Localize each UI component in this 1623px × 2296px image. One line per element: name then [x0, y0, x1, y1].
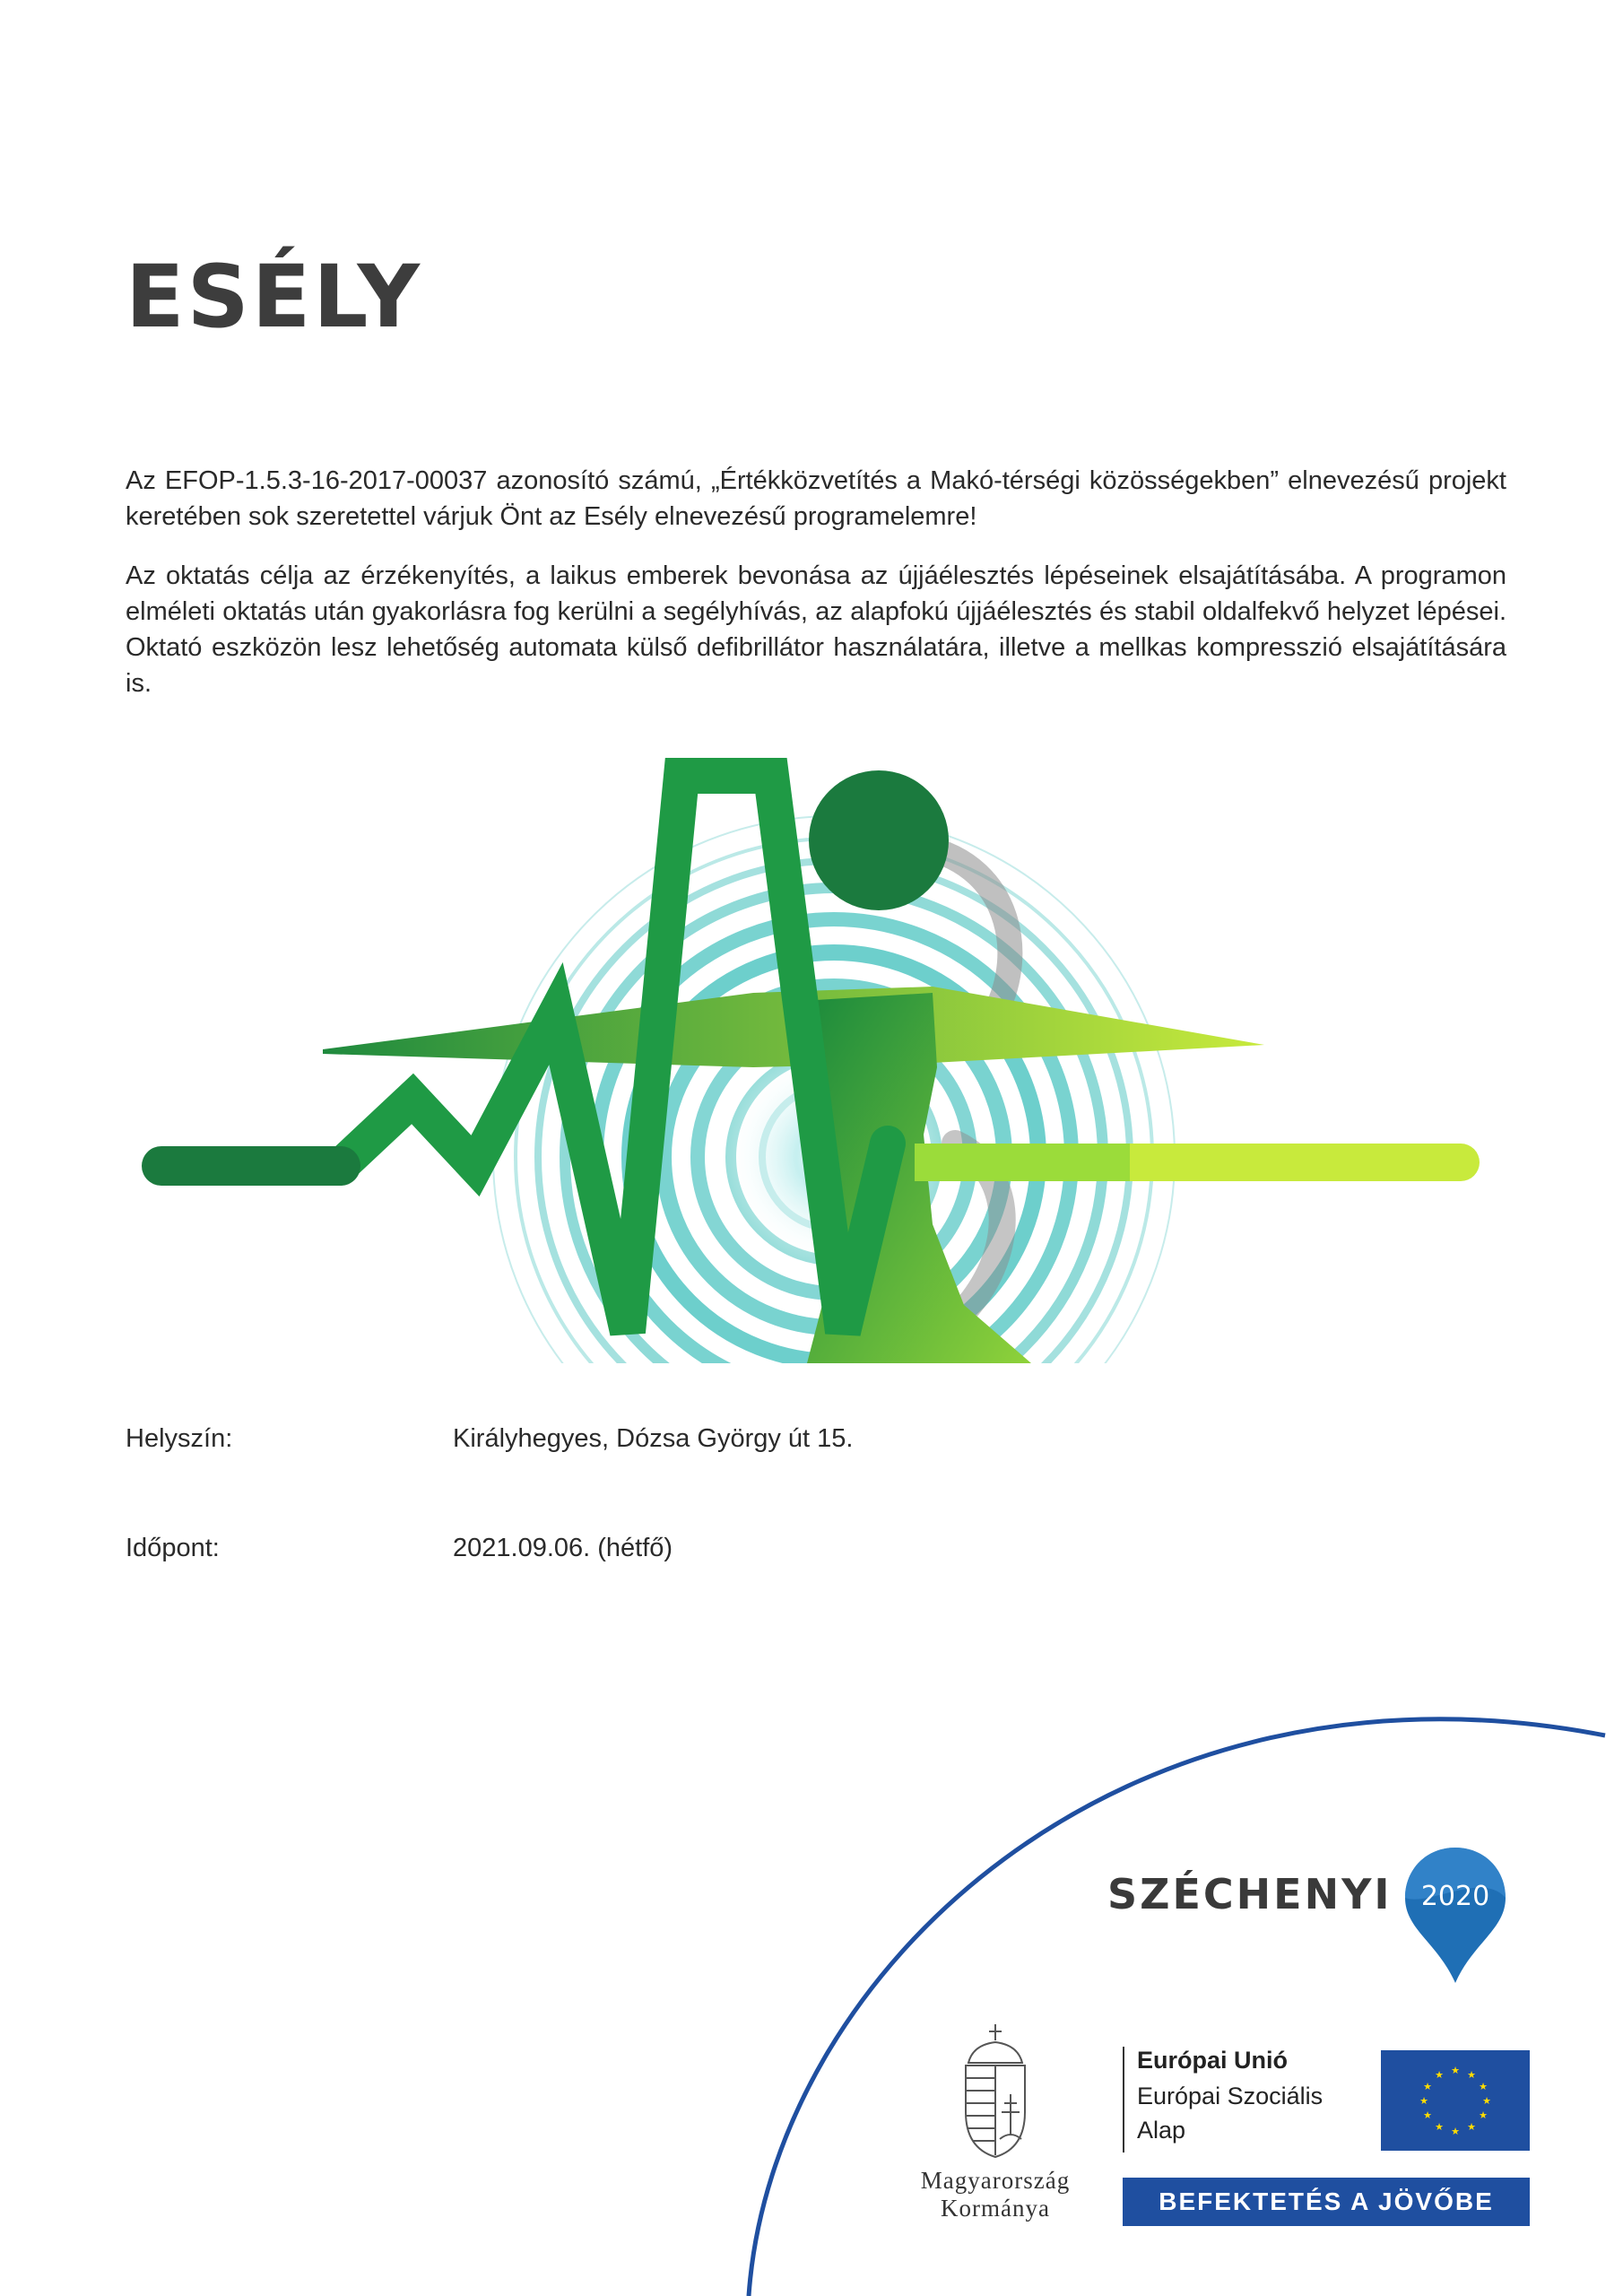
svg-text:★: ★ — [1467, 2121, 1476, 2133]
government-line-1: Magyarország — [920, 2167, 1071, 2194]
description-paragraph: Az oktatás célja az érzékenyítés, a laikus emberek bevonása az újjáélesztés lépéseinek elsajátításába. A programon elméleti oktatás után gyakorlásra fog kerülni a segélyhívás, az alapfokú újjáélesztés és stabil oldalfekvő helyzet lépései. Oktató eszközön lesz lehetőség automata külső defibrillátor használatára, illetve a mellkas kompresszió elsajátítására is. — [126, 561, 1506, 698]
government-line-2: Kormánya — [941, 2195, 1050, 2222]
location-label: Helyszín: — [126, 1424, 233, 1453]
intro-paragraph: Az EFOP-1.5.3-16-2017-00037 azonosító számú, „Értékközvetítés a Makó-térségi közösségekben” elnevezésű projekt keretében sok szeretettel várjuk Önt az Esély elnevezésű programelemre! — [126, 466, 1506, 531]
svg-text:★: ★ — [1479, 2109, 1488, 2121]
svg-text:★: ★ — [1482, 2095, 1491, 2107]
invest-in-future-banner: BEFEKTETÉS A JÖVŐBE — [1123, 2178, 1530, 2226]
time-value: 2021.09.06. (hétfő) — [453, 1534, 673, 1562]
government-logo-text — [883, 2167, 1107, 2222]
svg-text:★: ★ — [1423, 2081, 1432, 2092]
location-value: Királyhegyes, Dózsa György út 15. — [453, 1424, 854, 1453]
eu-flag-icon — [1381, 2050, 1530, 2151]
eu-divider — [1123, 2047, 1124, 2152]
eu-title: Európai Unió — [1137, 2047, 1288, 2074]
svg-text:★: ★ — [1451, 2065, 1460, 2076]
svg-text:★: ★ — [1451, 2126, 1460, 2137]
svg-text:★: ★ — [1419, 2095, 1428, 2107]
szechenyi-logo-text: SZÉCHENYI — [1107, 1870, 1393, 1918]
svg-text:★: ★ — [1423, 2109, 1432, 2121]
szechenyi-pin-icon — [1402, 1844, 1509, 1987]
svg-text:★: ★ — [1435, 2069, 1444, 2081]
hungarian-coat-of-arms-icon — [955, 2022, 1036, 2161]
svg-text:★: ★ — [1467, 2069, 1476, 2081]
time-label: Időpont: — [126, 1534, 220, 1562]
svg-text:★: ★ — [1435, 2121, 1444, 2133]
eu-subtitle-line-2: Alap — [1137, 2117, 1186, 2144]
eu-subtitle-line-1: Európai Szociális — [1137, 2083, 1324, 2109]
svg-text:★: ★ — [1479, 2081, 1488, 2092]
page-title: ESÉLY — [126, 247, 423, 347]
szechenyi-year: 2020 — [1420, 1881, 1490, 1912]
